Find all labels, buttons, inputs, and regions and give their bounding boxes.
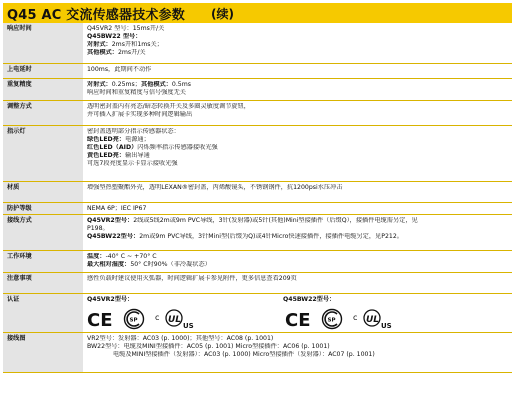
spec-text: NEMA 6P；IEC IP67 [87,204,147,212]
spec-value-line [87,275,508,283]
ce-mark-icon [87,309,113,329]
spec-text: 对射式： [87,80,112,88]
spec-row [3,250,512,272]
spec-value-line [87,136,508,144]
spec-text: 电源通； [125,135,150,143]
spec-row [3,272,512,293]
spec-label: 上电延时 [3,63,83,78]
page-subtitle: (续) [211,6,234,21]
spec-text: 可选7段亮度显示卡显示接收光强 [87,159,178,167]
spec-value [83,214,512,250]
svg-text:c: c [353,312,358,322]
spec-value [83,332,512,372]
spec-value-line [87,33,508,41]
spec-value-line [87,128,508,136]
cul-us-mark-icon [155,308,195,330]
svg-text:c: c [155,312,160,322]
svg-text:CE: CE [87,309,113,329]
spec-row [3,63,512,78]
svg-text:SP: SP [129,317,138,324]
spec-value [83,250,512,272]
spec-value [83,293,512,332]
svg-text:SP: SP [327,317,336,324]
spec-text: 50° C时90%（非冷凝状态） [130,260,211,268]
spec-label: 接线图 [3,332,83,372]
spec-table [3,23,512,373]
cert-model-right: Q45BW22型号： [283,295,336,303]
spec-row [3,214,512,250]
spec-row-certification [3,293,512,332]
spec-text: 闪烁频率指示传感器接收光强 [137,143,218,151]
spec-value [83,125,512,181]
spec-text: 黄色LED亮： [87,151,126,159]
spec-value [83,272,512,293]
csa-mark-icon [123,308,145,330]
cul-us-mark-icon [353,308,393,330]
svg-text:US: US [381,321,392,330]
spec-text: 0.25ms； [111,80,141,88]
cert-logos-right [285,308,393,330]
cert-models [87,296,508,304]
spec-value [83,202,512,214]
spec-text: 增强型热塑聚酯外壳，透明LEXAN®密封盖，丙烯酸镜头，不锈钢钢件，抗1200psi水压冲击 [87,183,343,191]
spec-value [83,78,512,100]
spec-value-line [87,217,508,225]
spec-text: 2线或5线2m或9m PVC导线，3针(发射器)或5针(其他)Mini型接插件（后缀Q），接插件电缆需另定，见 [133,216,418,224]
svg-text:CE: CE [285,309,311,329]
spec-label: 材质 [3,181,83,202]
spec-row [3,181,512,202]
csa-mark-icon [321,308,343,330]
spec-row-wiring [3,332,512,372]
spec-text: 2ms开/关 [117,49,146,57]
wiring-line: 电缆及MINI型接插件（发射器）：AC03 (p. 1000) Micro型接插件（发射器）：AC07 (p. 1001) [113,350,375,358]
spec-value [83,63,512,78]
spec-value-line [87,103,508,111]
spec-value-line [87,144,508,152]
spec-row [3,78,512,100]
spec-value [83,181,512,202]
spec-text: 2ms开和1ms关； [111,41,163,49]
spec-text: 100ms，此期间不动作 [87,65,152,73]
spec-text: P198。 [87,224,109,232]
svg-text:UL: UL [168,314,182,325]
spec-label: 调整方式 [3,100,83,125]
spec-row [3,100,512,125]
spec-row [3,202,512,214]
spec-value-line [87,41,508,49]
wiring-line: VR2型号：发射器：AC03 (p. 1000)；其他型号：AC08 (p. 1001) [87,334,274,342]
spec-value-line [87,152,508,160]
spec-text: Q45BW22 型号： [87,33,142,41]
spec-row [3,125,512,181]
spec-text: Q45BW22型号： [87,232,140,240]
spec-value-line [87,89,508,97]
spec-text: 对射式： [87,41,112,49]
spec-text: 感性负载时建议使用灭弧器，时间逻辑扩展卡参见附件，更多信息查看209页 [87,274,297,282]
spec-row [3,23,512,63]
spec-label: 响应时间 [3,23,83,63]
cert-logos-left [87,308,195,330]
spec-value-line [87,184,508,192]
spec-value-line [87,253,508,261]
spec-label: 重复精度 [3,78,83,100]
spec-text: 透明密封盖内有亮态/暗态转换开关及多圈灵敏度调节旋钮， [87,102,250,110]
spec-label: 接线方式 [3,214,83,250]
spec-text: 其他模式： [87,49,118,57]
ce-mark-icon [285,309,311,329]
spec-text: 输出导通 [125,151,150,159]
page-title: Q45 AC 交流传感器技术参数 [7,7,185,23]
spec-text: 并可插入扩展卡实现多种时间逻辑输出 [87,110,193,118]
spec-label: 指示灯 [3,125,83,181]
spec-label: 防护等级 [3,202,83,214]
svg-text:UL: UL [366,314,380,325]
spec-value-line [87,261,508,269]
cert-logos [87,306,508,332]
spec-text: 0.5ms [171,80,191,88]
spec-text: Q45VR2 型号：15ms开/关 [87,25,165,32]
title-bar [3,3,512,23]
spec-text: 最大相对湿度： [87,260,131,268]
spec-text: Q45VR2型号： [87,216,134,224]
spec-text: 温度： [87,252,106,260]
spec-value [83,23,512,63]
spec-text: 红色LED（AID） [87,143,138,151]
wiring-line: BW22型号：电缆及MINI型接插件：AC05 (p. 1001) Micro型接插件：AC06 (p. 1001) [87,342,330,350]
spec-label: 注意事项 [3,272,83,293]
spec-text: 2m或9m PVC导线，3针Mini型(后缀为Q)或4针Micro快速接插件，接插件电缆另定，见P212。 [139,232,403,240]
spec-label: 认证 [3,293,83,332]
spec-value-line [87,81,508,89]
spec-value-line [87,49,508,57]
spec-value-line [87,205,508,213]
spec-value-line [87,25,508,33]
spec-text: 其他模式： [140,80,172,88]
spec-value-line [87,225,508,233]
spec-value [83,100,512,125]
spec-text: 绿色LED亮： [87,135,126,143]
spec-text: 响应时间和重复精度与信号强度无关 [87,88,186,96]
spec-value-line [87,233,508,241]
spec-value-line [87,111,508,119]
svg-text:US: US [183,321,194,330]
spec-text: 密封盖透明部分指示传感器状态： [87,127,180,135]
spec-text: -40° C ~ +70° C [105,252,157,260]
cert-model-left: Q45VR2型号： [87,295,134,303]
spec-value-line [87,66,508,74]
spec-label: 工作环境 [3,250,83,272]
spec-value-line [87,160,508,168]
